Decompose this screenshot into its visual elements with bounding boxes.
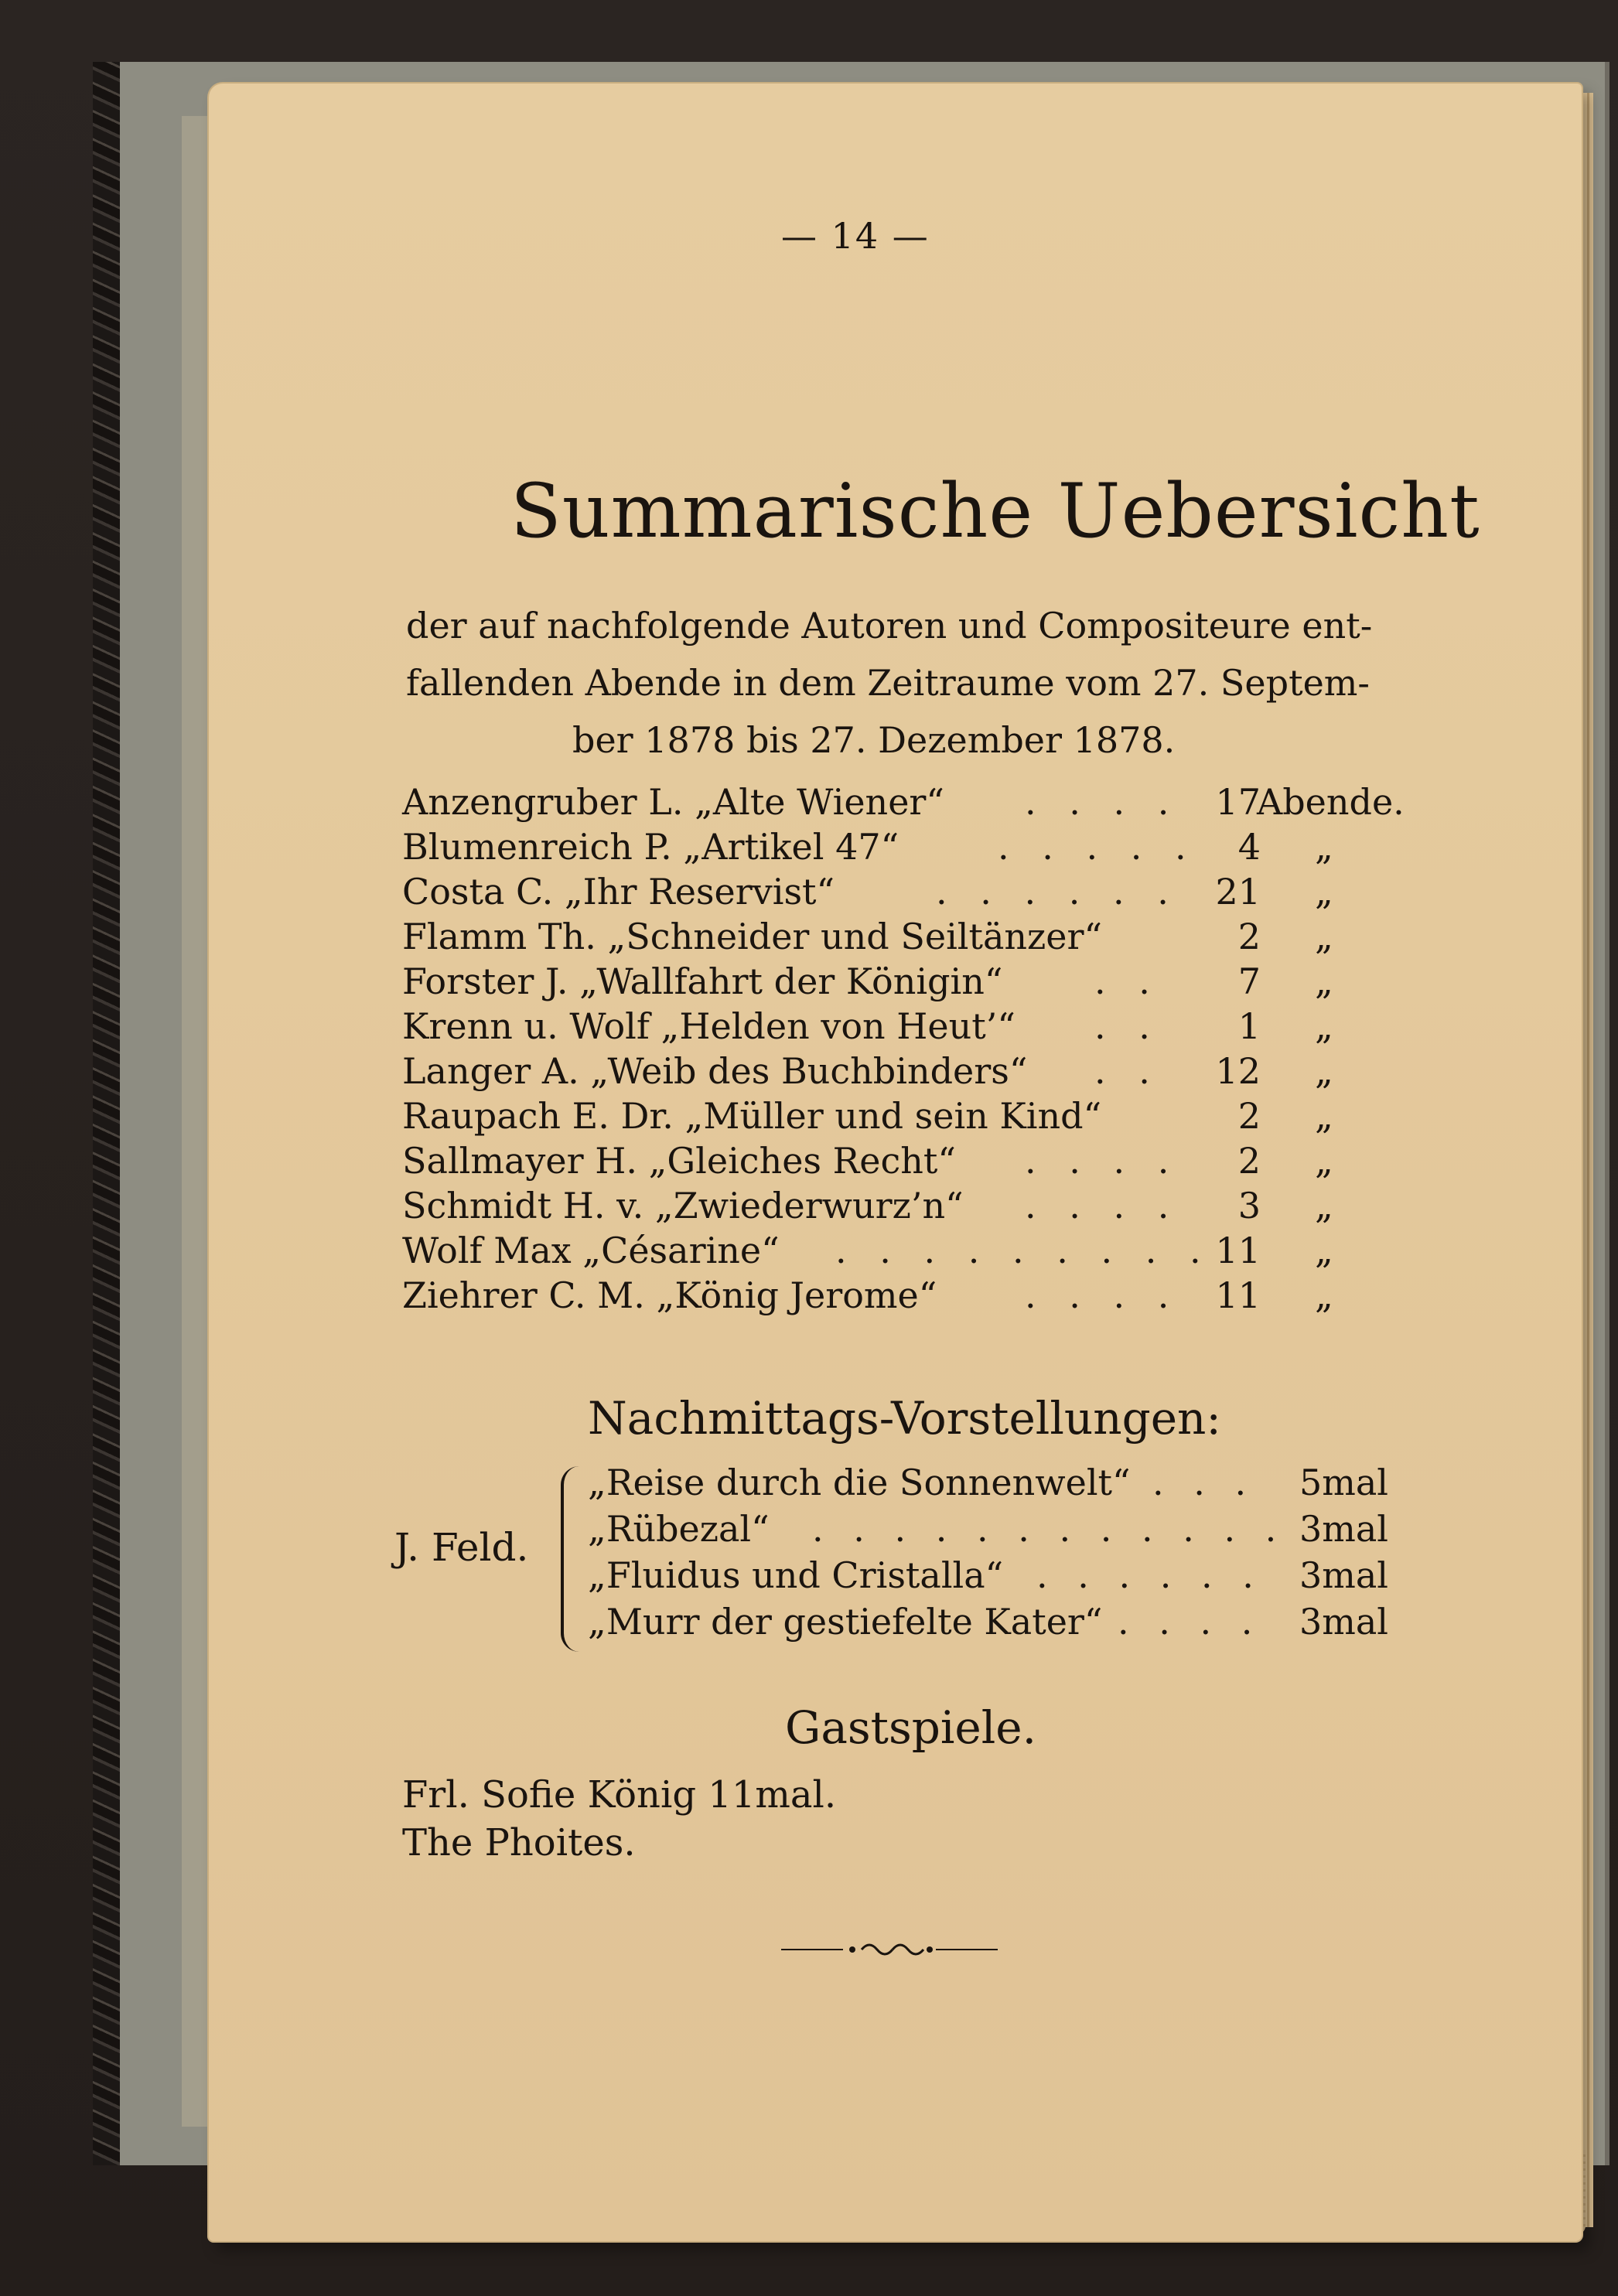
entry-dots: . . . . <box>1025 781 1180 823</box>
entry-unit: „ <box>1315 1005 1333 1047</box>
guest-line-1: Frl. Sofie König 11mal. <box>402 1773 837 1817</box>
entry-count: 11 <box>1215 1230 1261 1271</box>
entry-unit: „ <box>1315 1095 1333 1137</box>
page-number: — 14 — <box>781 215 930 257</box>
entry-dots: . . . . <box>1025 1185 1180 1226</box>
afternoon-item-title: „Murr der gestiefelte Kater“ <box>588 1601 1103 1643</box>
entry-unit: „ <box>1315 1050 1333 1092</box>
entry-name: Flamm Th. „Schneider und Seiltänzer“ <box>402 916 1103 957</box>
entry-dots: . . <box>1094 1050 1161 1092</box>
marbled-binding <box>93 62 124 2165</box>
entry-dots: . . . . . <box>998 826 1197 868</box>
intro-line-1: der auf nachfolgende Autoren und Compositeure ent- <box>406 605 1373 646</box>
entry-name: Costa C. „Ihr Reservist“ <box>402 871 835 913</box>
entry-unit: Abende. <box>1257 781 1405 823</box>
entry-dots: . . <box>1094 1005 1161 1047</box>
entry-count: 4 <box>1237 826 1261 868</box>
entry-dots: . . . . . . <box>936 871 1179 913</box>
entry-count: 2 <box>1237 1140 1261 1182</box>
entry-count: 7 <box>1237 960 1261 1002</box>
entry-name: Wolf Max „Césarine“ <box>402 1230 780 1271</box>
afternoon-item-dots: . . . . . . <box>1036 1554 1263 1596</box>
entry-name: Krenn u. Wolf „Helden von Heut’“ <box>402 1005 1016 1047</box>
curly-brace <box>561 1466 585 1652</box>
page-title: Summarische Uebersicht <box>510 468 1480 554</box>
entry-name: Langer A. „Weib des Buchbinders“ <box>402 1050 1028 1092</box>
afternoon-section <box>394 1462 1408 1655</box>
entry-name: Blumenreich P. „Artikel 47“ <box>402 826 899 868</box>
afternoon-item-title: „Reise durch die Sonnenwelt“ <box>588 1462 1131 1503</box>
entry-unit: „ <box>1315 826 1333 868</box>
entry-unit: „ <box>1315 1140 1333 1182</box>
afternoon-item-count: 3mal <box>1299 1508 1389 1550</box>
entry-unit: „ <box>1315 1274 1333 1316</box>
afternoon-item-count: 3mal <box>1299 1601 1389 1643</box>
entry-count: 12 <box>1215 1050 1261 1092</box>
entry-unit: „ <box>1315 916 1333 957</box>
entry-name: Sallmayer H. „Gleiches Recht“ <box>402 1140 956 1182</box>
intro-line-2: fallenden Abende in dem Zeitraume vom 27. Septem- <box>406 662 1370 704</box>
entry-dots: . . . . . . . . . <box>835 1230 1212 1271</box>
afternoon-item-dots: . . . . . . . . . . . . <box>812 1508 1286 1550</box>
afternoon-item-title: „Rübezal“ <box>588 1508 770 1550</box>
entry-dots: . . <box>1094 960 1161 1002</box>
entry-unit: „ <box>1315 1230 1333 1271</box>
afternoon-heading: Nachmittags-Vorstellungen: <box>588 1392 1221 1445</box>
entry-count: 2 <box>1237 916 1261 957</box>
entry-count: 2 <box>1237 1095 1261 1137</box>
entry-unit: „ <box>1315 1185 1333 1226</box>
entry-unit: „ <box>1315 960 1333 1002</box>
intro-line-3: ber 1878 bis 27. Dezember 1878. <box>572 719 1176 761</box>
entry-count: 21 <box>1215 871 1261 913</box>
entry-count: 17 <box>1215 781 1261 823</box>
afternoon-item-dots: . . . <box>1152 1462 1256 1503</box>
afternoon-item-dots: . . . . <box>1118 1601 1262 1643</box>
entry-count: 11 <box>1215 1274 1261 1316</box>
ornament-divider-icon <box>781 1938 998 1961</box>
guests-heading: Gastspiele. <box>785 1701 1037 1754</box>
entry-count: 1 <box>1237 1005 1261 1047</box>
entry-name: Forster J. „Wallfahrt der Königin“ <box>402 960 1003 1002</box>
entry-name: Schmidt H. v. „Zwiederwurz’n“ <box>402 1185 964 1226</box>
entry-name: Raupach E. Dr. „Müller und sein Kind“ <box>402 1095 1102 1137</box>
afternoon-author: J. Feld. <box>394 1525 529 1570</box>
afternoon-item-title: „Fluidus und Cristalla“ <box>588 1554 1004 1596</box>
entry-count: 3 <box>1237 1185 1261 1226</box>
guest-line-2: The Phoites. <box>402 1821 636 1864</box>
entry-dots: . . . . <box>1025 1274 1180 1316</box>
afternoon-item-count: 5mal <box>1299 1462 1389 1503</box>
entry-unit: „ <box>1315 871 1333 913</box>
entry-name: Anzengruber L. „Alte Wiener“ <box>402 781 944 823</box>
afternoon-item-count: 3mal <box>1299 1554 1389 1596</box>
entry-name: Ziehrer C. M. „König Jerome“ <box>402 1274 937 1316</box>
entry-dots: . . . . <box>1025 1140 1180 1182</box>
